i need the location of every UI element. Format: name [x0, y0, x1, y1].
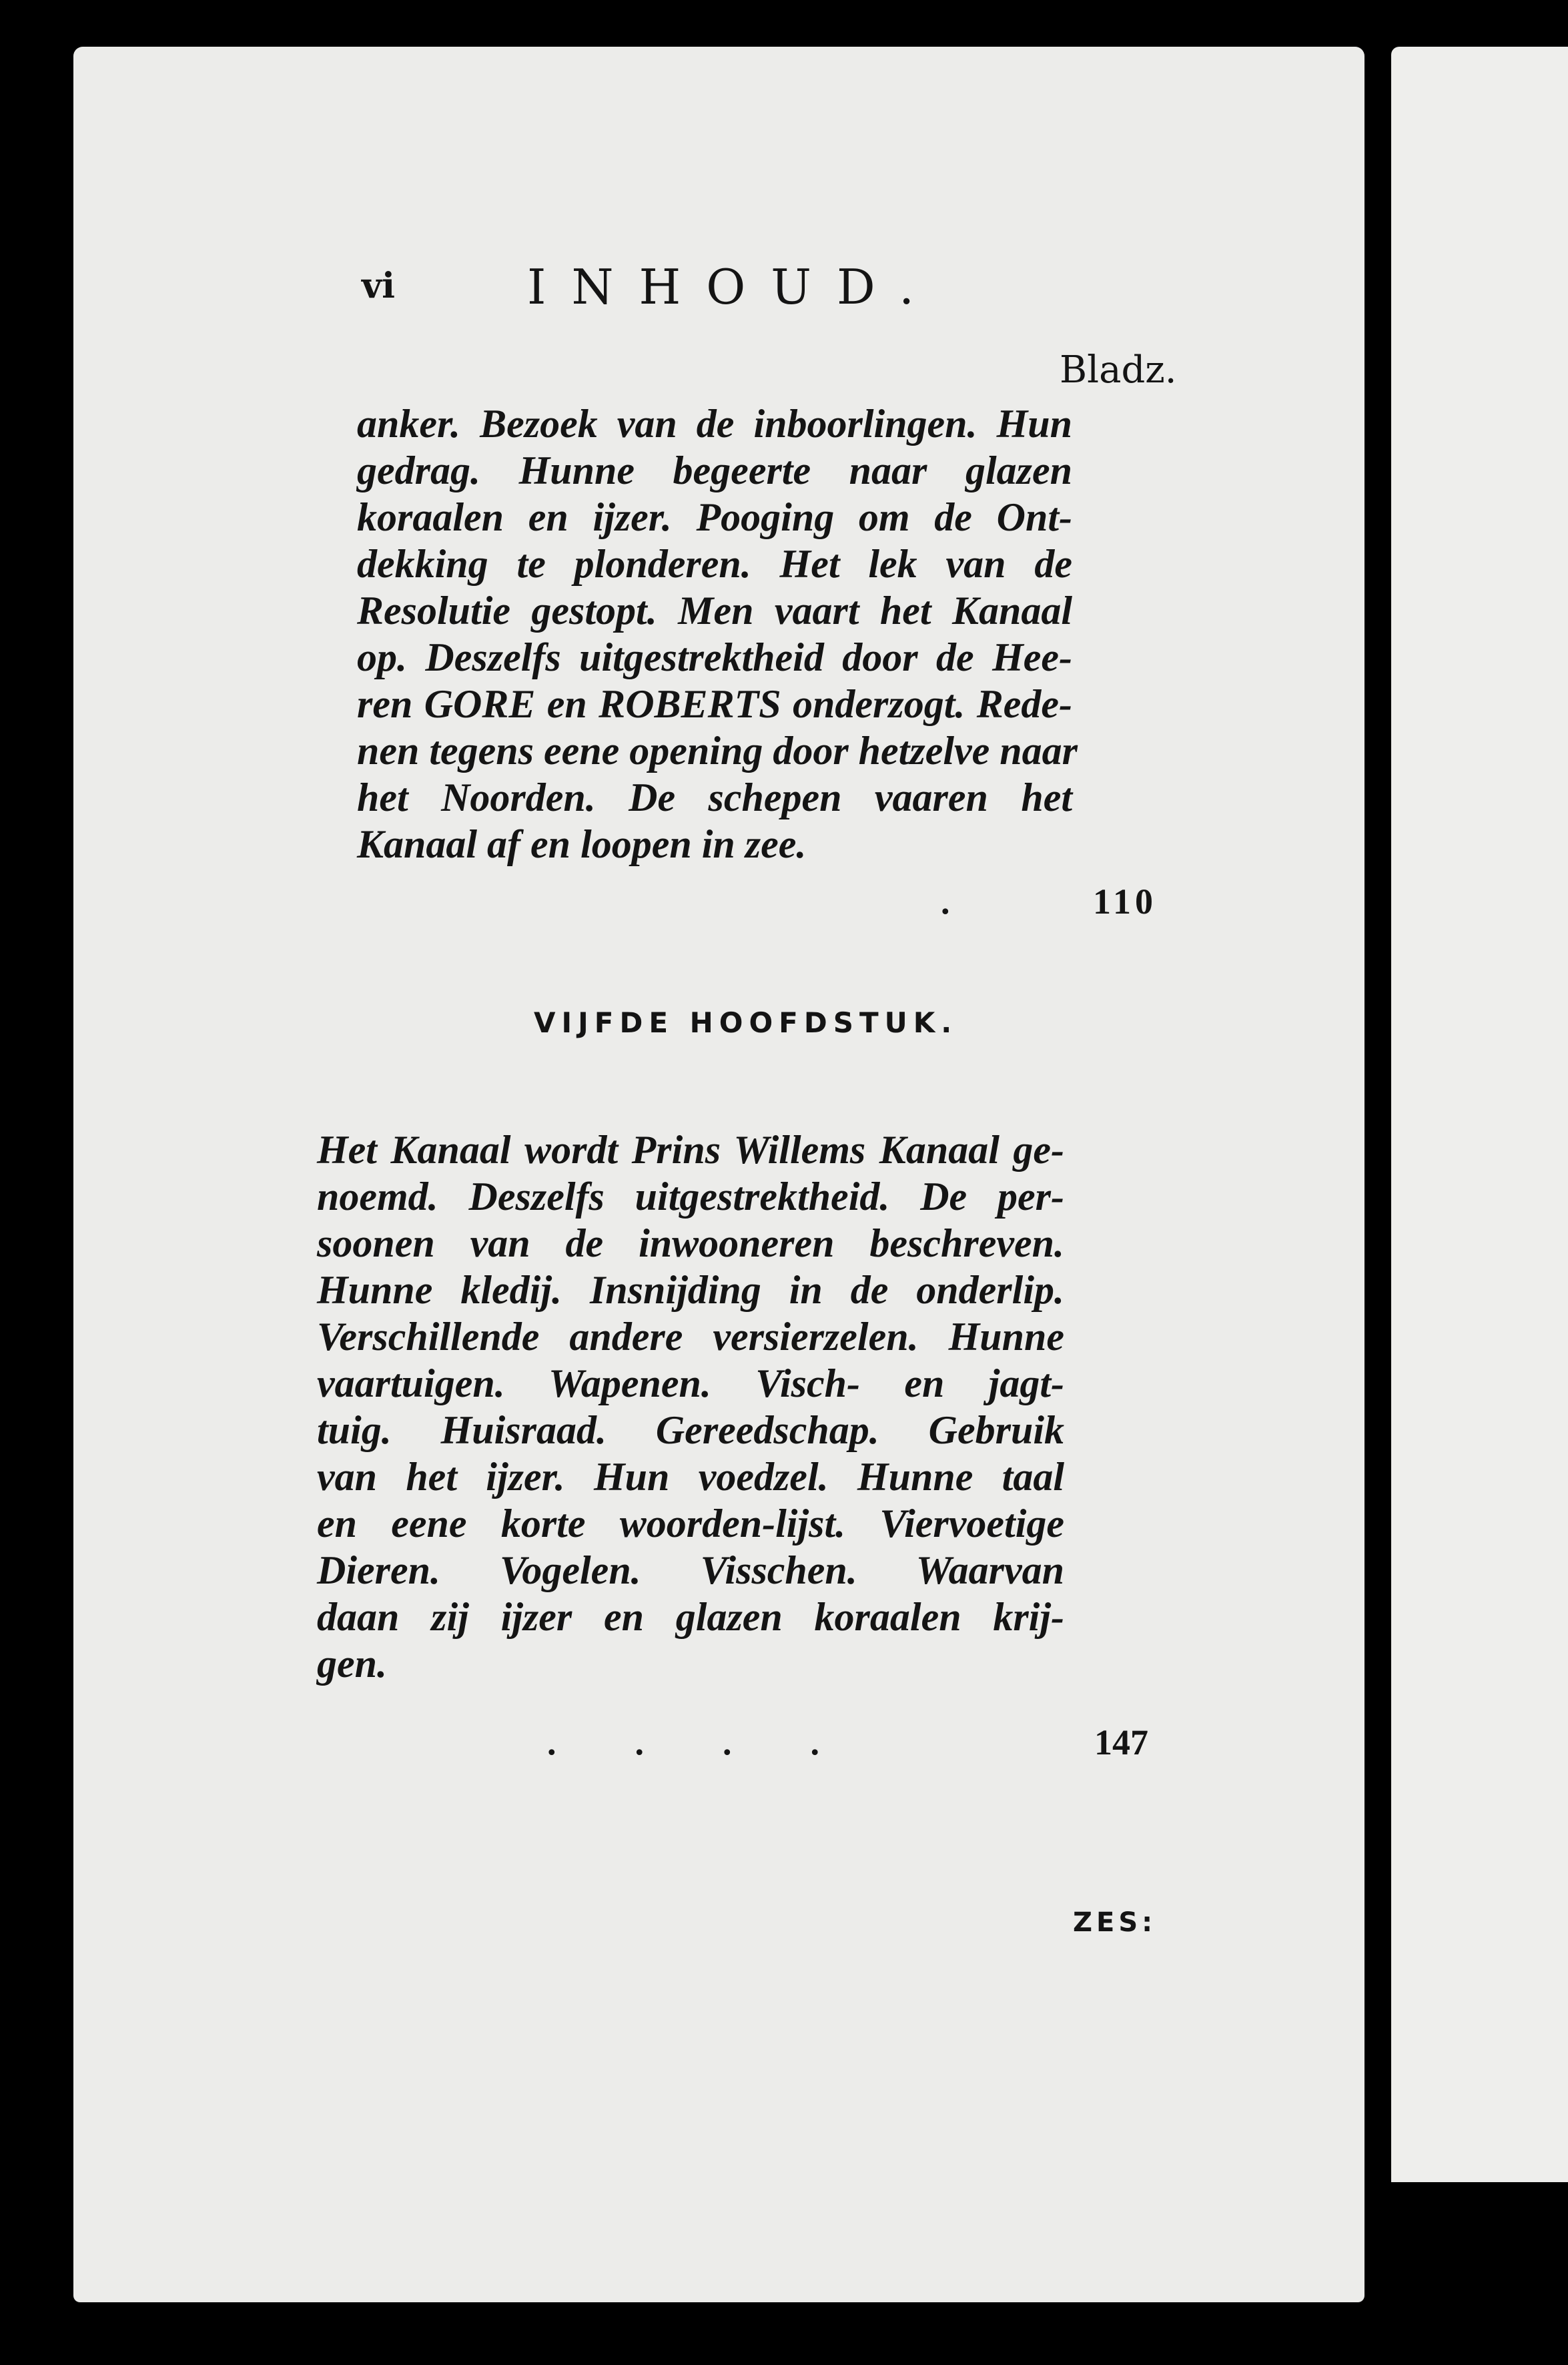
- entry-line: Verschillende andere versierzelen. Hunne: [317, 1315, 1064, 1359]
- entry-last-line: gen.: [317, 1642, 387, 1686]
- entry-line: dekking te plonderen. Het lek van de: [357, 542, 1072, 586]
- leader-dots: .: [941, 882, 950, 922]
- entry-line: Dieren. Vogelen. Visschen. Waarvan: [317, 1548, 1064, 1592]
- running-title: INHOUD.: [527, 259, 939, 315]
- entry-line: Het Kanaal wordt Prins Willems Kanaal ge-: [317, 1128, 1064, 1172]
- contents-entry-chapter-five: [317, 1126, 1064, 1687]
- leader-dots: ....: [547, 1722, 898, 1762]
- entry-line: gedrag. Hunne begeerte naar glazen: [357, 448, 1072, 492]
- column-label-bladz: Bladz.: [1060, 348, 1177, 392]
- entry-line: van het ijzer. Hun voedzel. Hunne taal: [317, 1455, 1064, 1499]
- contents-entry-chapter-four: [357, 400, 1078, 868]
- entry-page-number: 147: [1094, 1722, 1148, 1762]
- entry-line: en eene korte woorden-lijst. Viervoetige: [317, 1501, 1064, 1546]
- entry-line: Resolutie gestopt. Men vaart het Kanaal: [357, 589, 1072, 633]
- facing-page-edge: [1391, 47, 1568, 2182]
- entry-line: noemd. Deszelfs uitgestrektheid. De per-: [317, 1174, 1064, 1219]
- entry-line: ren GORE en ROBERTS onderzogt. Rede-: [357, 682, 1072, 726]
- page-number-header: vi: [362, 266, 395, 306]
- catchword: ZES:: [1073, 1907, 1157, 1938]
- entry-page-number: 110: [1093, 882, 1158, 922]
- entry-line: het Noorden. De schepen vaaren het: [357, 775, 1072, 819]
- entry-line: vaartuigen. Wapenen. Visch- en jagt-: [317, 1361, 1064, 1405]
- entry-line: soonen van de inwooneren beschreven.: [317, 1221, 1064, 1265]
- entry-last-line: Kanaal af en loopen in zee.: [357, 822, 807, 866]
- entry-line: op. Deszelfs uitgestrektheid door de Hee-: [357, 635, 1072, 679]
- entry-line: anker. Bezoek van de inboorlingen. Hun: [357, 402, 1072, 446]
- entry-line: nen tegens eene opening door hetzelve naar: [357, 729, 1078, 773]
- entry-line: koraalen en ijzer. Pooging om de Ont-: [357, 495, 1072, 539]
- entry-line: tuig. Huisraad. Gereedschap. Gebruik: [317, 1408, 1064, 1452]
- entry-line: daan zij ijzer en glazen koraalen krij-: [317, 1595, 1064, 1639]
- section-heading: VIJFDE HOOFDSTUK.: [534, 1006, 958, 1039]
- entry-line: Hunne kledij. Insnijding in de onderlip.: [317, 1268, 1064, 1312]
